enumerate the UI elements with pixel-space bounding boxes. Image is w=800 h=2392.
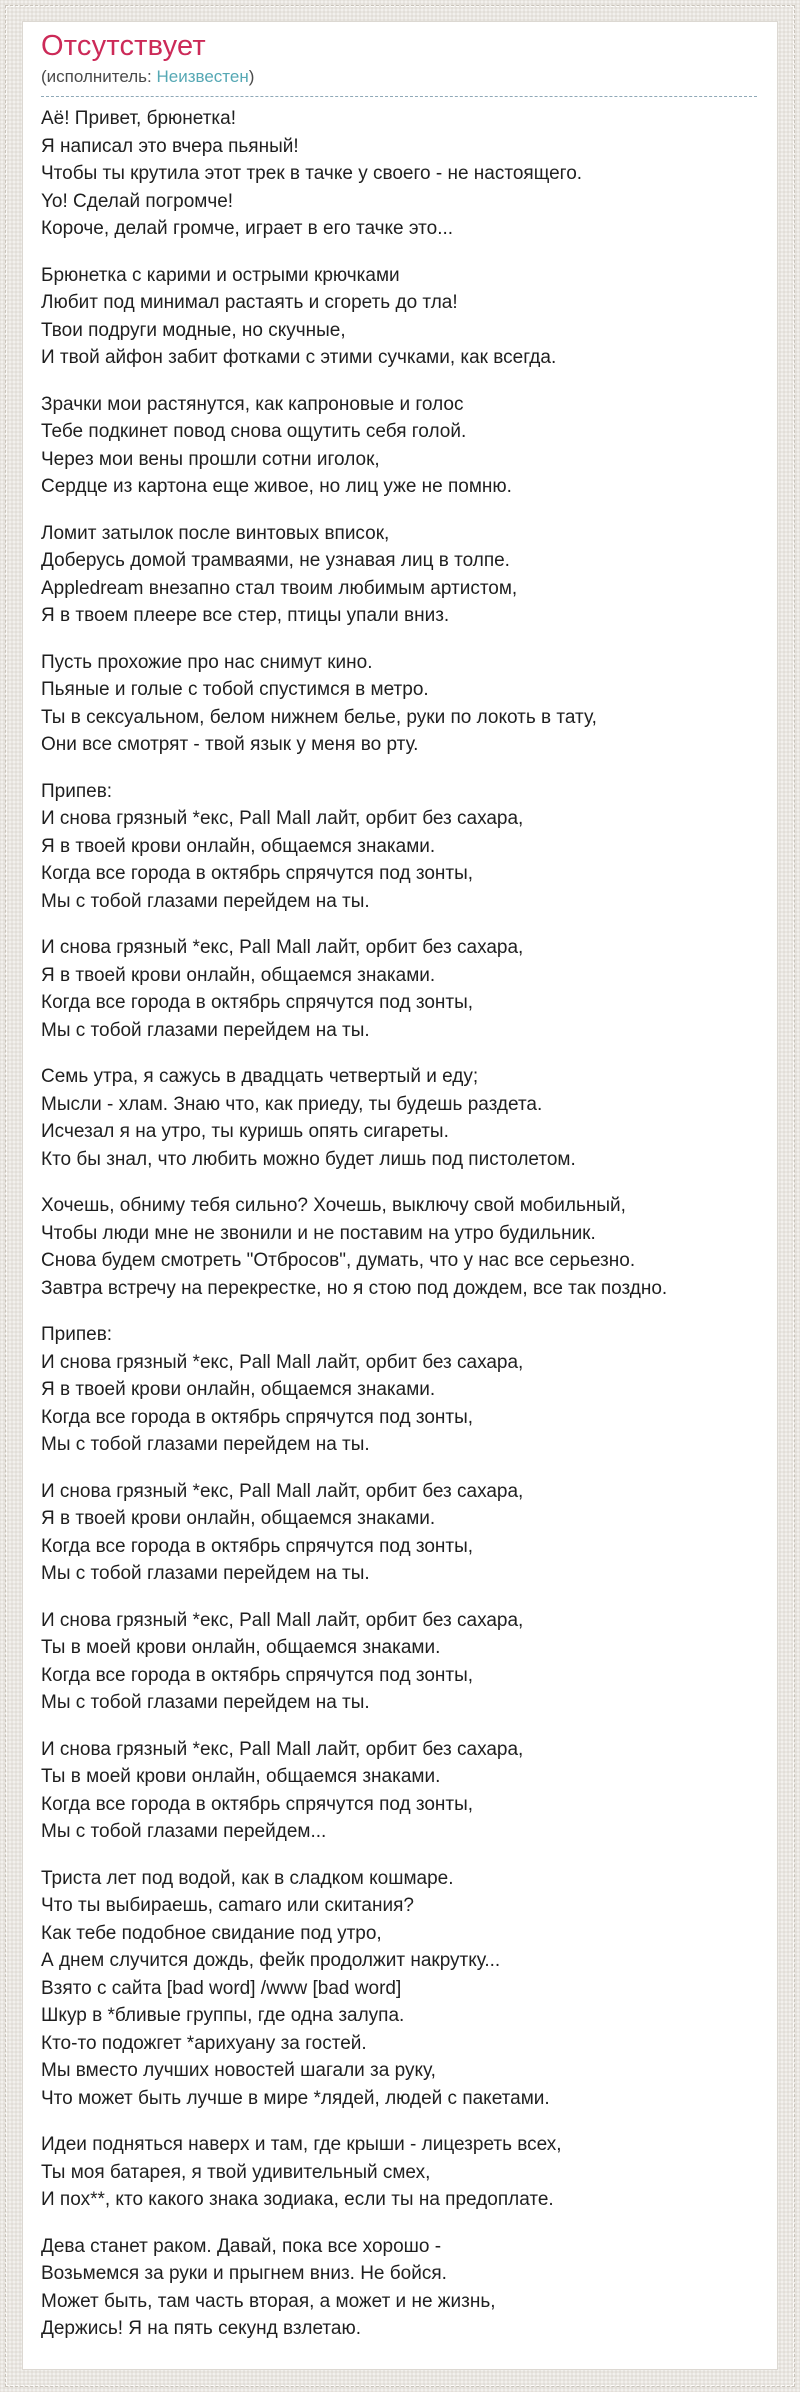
lyric-line: Они все смотрят - твой язык у меня во рту. (41, 734, 419, 755)
lyric-line: Когда все города в октябрь спрячутся под зонты, (41, 1793, 474, 1815)
stanza (41, 262, 757, 372)
lyric-line: Пьяные и голые с тобой спустимся в метро. (41, 679, 429, 700)
lyric-line: Мы с тобой глазами перейдем на ты. (41, 890, 370, 912)
stanza (41, 1865, 757, 2113)
lyric-line: Мысли - хлам. Знаю что, как приеду, ты будешь раздета. (41, 1093, 543, 1115)
lyric-line: Снова будем смотреть "Отбросов", думать, что у нас все серьезно. (41, 1250, 636, 1271)
lyric-line: И снова грязный *екс, Pall Mall лайт, орбит без сахара, (41, 1351, 524, 1373)
lyric-line: Держись! Я на пять секунд взлетаю. (41, 2318, 362, 2339)
lyric-line: Завтра встречу на перекрестке, но я стою под дождем, все так поздно. (41, 1277, 668, 1299)
lyric-line: Как тебе подобное свидание под утро, (41, 1922, 382, 1944)
lyric-line: Ломит затылок после винтовых вписок, (41, 522, 390, 544)
stanza (41, 520, 757, 630)
lyric-line: Мы с тобой глазами перейдем на ты. (41, 1563, 370, 1584)
lyric-line: Я написал это вчера пьяный! (41, 135, 299, 157)
lyric-line: Кто-то подожгет *арихуану за гостей. (41, 2032, 367, 2054)
lyric-line: Мы с тобой глазами перейдем на ты. (41, 1019, 370, 1041)
stanza (41, 1607, 757, 1717)
lyric-line: Исчезал я на утро, ты куришь опять сигареты. (41, 1121, 449, 1142)
lyric-line: Мы с тобой глазами перейдем на ты. (41, 1692, 370, 1713)
stanza (41, 2233, 757, 2343)
lyric-line: Взято с сайта [bad word] /www [bad word] (41, 1977, 402, 1999)
lyric-line: Дева станет раком. Давай, пока все хорошо - (41, 2235, 442, 2257)
stanza (41, 1736, 757, 1846)
lyric-line: Yo! Сделай погромче! (41, 190, 234, 212)
artist-line (41, 66, 757, 87)
stanza (41, 105, 757, 243)
stanza (41, 1478, 757, 1588)
lyric-line: Твои подруги модные, но скучные, (41, 319, 346, 341)
stanza (41, 2131, 757, 2214)
lyric-line: Аё! Привет, брюнетка! (41, 108, 237, 129)
lyric-line: И твой айфон забит фотками с этими сучками, как всегда. (41, 347, 557, 368)
artist-link[interactable]: Неизвестен (156, 67, 249, 86)
lyric-line: Сердце из картона еще живое, но лиц уже не помню. (41, 476, 512, 497)
lyric-line: Хочешь, обниму тебя сильно? Хочешь, выключу свой мобильный, (41, 1195, 626, 1216)
stanza (41, 934, 757, 1044)
stanza (41, 1063, 757, 1173)
lyric-line: Семь утра, я сажусь в двадцать четвертый и еду; (41, 1066, 479, 1087)
song-header (41, 28, 757, 97)
lyric-line: Чтобы ты крутила этот трек в тачке у своего - не настоящего. (41, 163, 583, 184)
lyric-line: Чтобы люди мне не звонили и не поставим на утро будильник. (41, 1222, 596, 1244)
lyric-line: Ты в сексуальном, белом нижнем белье, руки по локоть в тату, (41, 706, 597, 728)
lyric-line: И снова грязный *екс, Pall Mall лайт, орбит без сахара, (41, 937, 524, 958)
lyric-line: И пох**, кто какого знака зодиака, если ты на предоплате. (41, 2189, 554, 2210)
lyric-line: Ты в моей крови онлайн, общаемся знаками. (41, 1637, 441, 1658)
lyric-line: Мы с тобой глазами перейдем... (41, 1821, 327, 1842)
lyric-line: Я в твоей крови онлайн, общаемся знаками. (41, 964, 436, 986)
lyric-line: Любит под минимал растаять и сгореть до тла! (41, 292, 458, 313)
lyric-line: Доберусь домой трамваями, не узнавая лиц в толпе. (41, 550, 510, 571)
lyric-line: Шкур в *бливые группы, где одна залупа. (41, 2005, 405, 2026)
lyric-line: Зрачки мои растянутся, как капроновые и голос (41, 393, 464, 415)
lyric-line: Может быть, там часть вторая, а может и не жизнь, (41, 2290, 496, 2312)
lyric-line: И снова грязный *екс, Pall Mall лайт, орбит без сахара, (41, 1738, 524, 1760)
lyric-line: Appledream внезапно стал твоим любимым артистом, (41, 577, 518, 599)
lyric-line: Ты в моей крови онлайн, общаемся знаками. (41, 1766, 441, 1787)
lyric-line: И снова грязный *екс, Pall Mall лайт, орбит без сахара, (41, 1480, 524, 1502)
stanza (41, 391, 757, 501)
lyrics (41, 105, 757, 2343)
stanza (41, 1321, 757, 1459)
stanza (41, 649, 757, 759)
lyric-line: Когда все города в октябрь спрячутся под зонты, (41, 1664, 474, 1686)
lyric-line: Идеи подняться наверх и там, где крыши - лицезреть всех, (41, 2134, 562, 2155)
song-title: Отсутствует (41, 30, 206, 62)
lyric-line: А днем случится дождь, фейк продолжит накрутку... (41, 1950, 501, 1971)
artist-suffix: ) (248, 67, 255, 86)
lyric-line: Когда все города в октябрь спрячутся под зонты, (41, 863, 474, 884)
stanza (41, 778, 757, 916)
lyric-line: Брюнетка с карими и острыми крючками (41, 264, 400, 286)
lyric-line: Я в твоем плеере все стер, птицы упали вниз. (41, 605, 450, 626)
lyric-line: И снова грязный *екс, Pall Mall лайт, орбит без сахара, (41, 808, 524, 829)
lyric-line: Тебе подкинет повод снова ощутить себя голой. (41, 421, 467, 442)
lyric-line: Что ты выбираешь, camaro или скитания? (41, 1895, 414, 1916)
lyric-line: Ты моя батарея, я твой удивительный смех, (41, 2161, 431, 2183)
lyric-line: Мы с тобой глазами перейдем на ты. (41, 1434, 370, 1455)
lyric-line: Пусть прохожие про нас снимут кино. (41, 651, 373, 673)
artist-prefix: (исполнитель: (41, 67, 157, 86)
lyric-line: И снова грязный *екс, Pall Mall лайт, орбит без сахара, (41, 1609, 524, 1631)
lyric-line: Короче, делай громче, играет в его тачке это... (41, 218, 454, 239)
lyric-line: Возьмемся за руки и прыгнем вниз. Не бойся. (41, 2263, 447, 2284)
lyric-line: Когда все города в октябрь спрячутся под зонты, (41, 1406, 474, 1428)
content-card (22, 21, 778, 2370)
lyric-line: Припев: (41, 1324, 113, 1345)
lyric-line: Когда все города в октябрь спрячутся под зонты, (41, 1535, 474, 1557)
stanza (41, 1192, 757, 1302)
lyric-line: Я в твоей крови онлайн, общаемся знаками. (41, 1508, 436, 1529)
lyric-line: Припев: (41, 780, 113, 802)
lyric-line: Мы вместо лучших новостей шагали за руку, (41, 2060, 436, 2081)
lyric-line: Я в твоей крови онлайн, общаемся знаками. (41, 835, 436, 857)
lyric-line: Кто бы знал, что любить можно будет лишь под пистолетом. (41, 1148, 576, 1170)
lyric-line: Триста лет под водой, как в сладком кошмаре. (41, 1867, 454, 1889)
lyric-line: Через мои вены прошли сотни иголок, (41, 448, 380, 470)
lyric-line: Когда все города в октябрь спрячутся под зонты, (41, 992, 474, 1013)
lyric-line: Я в твоей крови онлайн, общаемся знаками. (41, 1379, 436, 1400)
lyric-line: Что может быть лучше в мире *лядей, людей с пакетами. (41, 2087, 550, 2109)
